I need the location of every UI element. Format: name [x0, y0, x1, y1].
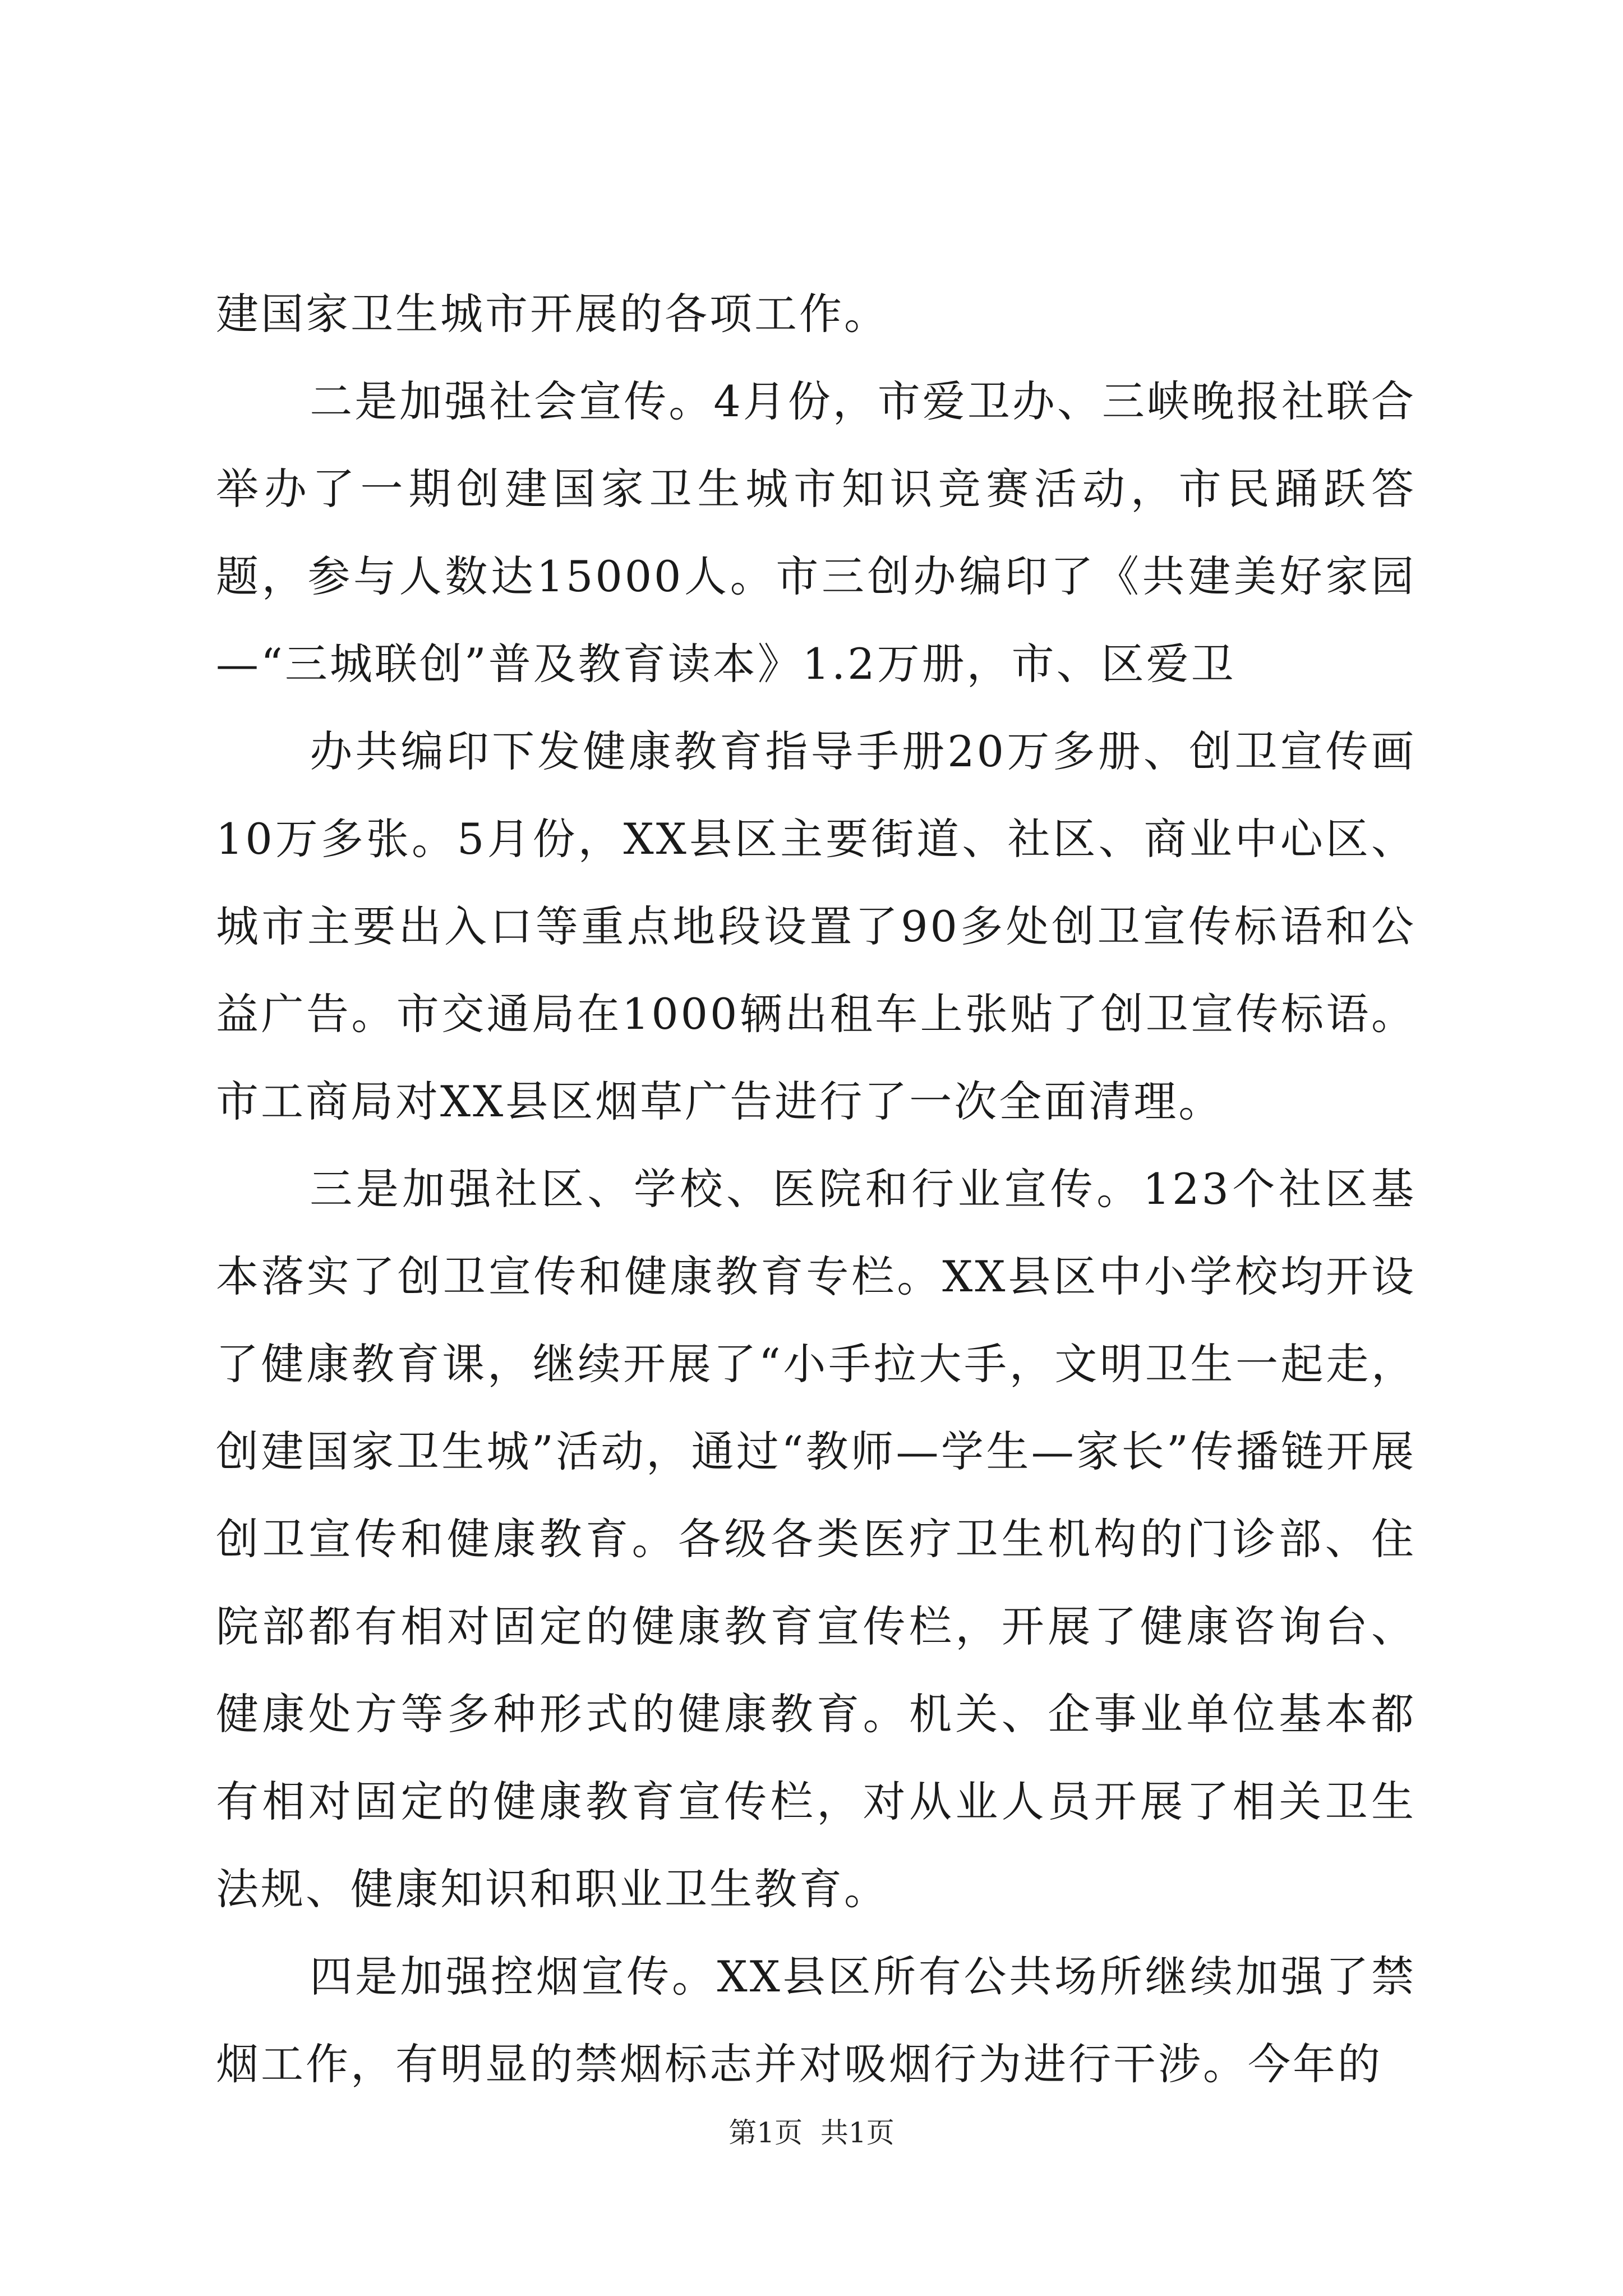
page-footer	[0, 2116, 1623, 2150]
paragraph-printed-materials: 办共编印下发健康教育指导手册20万多册、创卫宣传画10万多张。5月份，XX县区主要街道、社区、商业中心区、城市主要出入口等重点地段设置了90多处创卫宣传标语和公益广告。市交通局在1000辆出租车上张贴了创卫宣传标语。市工商局对XX县区烟草广告进行了一次全面清理。	[216, 726, 1416, 1126]
paragraph-tobacco-control: 四是加强控烟宣传。XX县区所有公共场所继续加强了禁烟工作，有明显的禁烟标志并对吸烟行为进行干涉。今年的	[216, 1952, 1416, 2089]
page-number: 第1页	[728, 2116, 803, 2149]
document-body	[216, 270, 1416, 2108]
paragraph-continuation: 建国家卫生城市开展的各项工作。	[216, 289, 889, 339]
paragraph-community-school-hospital: 三是加强社区、学校、医院和行业宣传。123个社区基本落实了创卫宣传和健康教育专栏。XX县区中小学校均开设了健康教育课，继续开展了“小手拉大手，文明卫生一起走，创建国家卫生城”活动，通过“教师—学生—家长”传播链开展创卫宣传和健康教育。各级各类医疗卫生机构的门诊部、住院部都有相对固定的健康教育宣传栏，开展了健康咨询台、健康处方等多种形式的健康教育。机关、企事业单位基本都有相对固定的健康教育宣传栏，对从业人员开展了相关卫生法规、健康知识和职业卫生教育。	[216, 1164, 1416, 1914]
footer-separator	[803, 2116, 820, 2149]
paragraph-social-publicity: 二是加强社会宣传。4月份，市爱卫办、三峡晚报社联合举办了一期创建国家卫生城市知识竞赛活动，市民踊跃答题，参与人数达15000人。市三创办编印了《共建美好家园—“三城联创”普及教育读本》1.2万册，市、区爱卫	[216, 376, 1416, 689]
page-total: 共1页	[820, 2116, 895, 2149]
